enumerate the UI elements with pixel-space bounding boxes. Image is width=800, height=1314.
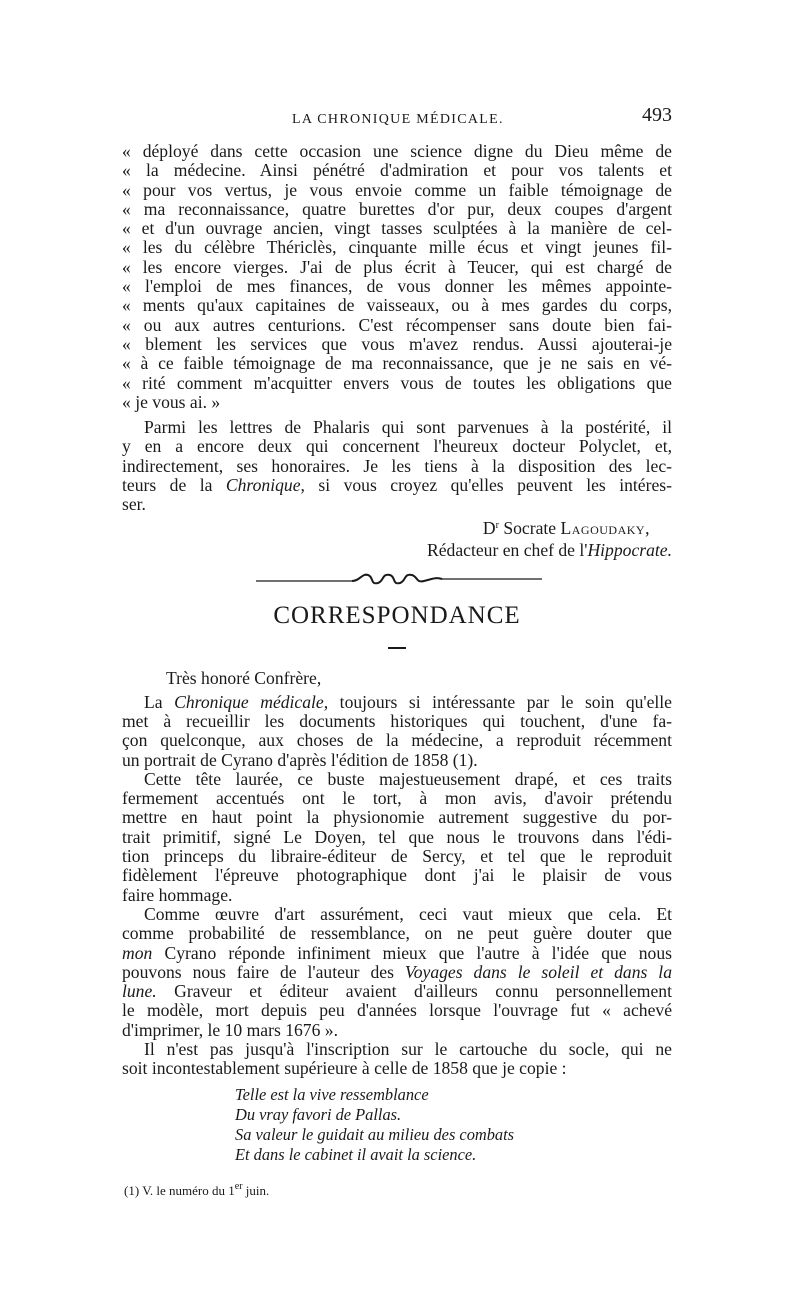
paragraph-line: le modèle, mort depuis peu d'années lorsque l'ouvrage fut « achevé xyxy=(122,1000,672,1021)
paragraph-line: y en a encore deux qui concernent l'heureux docteur Polyclet, et, xyxy=(122,436,672,457)
letter-line: « la médecine. Ainsi pénétré d'admiration et pour vos talents et xyxy=(122,160,672,181)
paragraph-line: indirectement, ses honoraires. Je les tiens à la disposition des lec- xyxy=(122,455,672,476)
letter-line: « ou aux autres centurions. C'est récompenser sans doute bien fai- xyxy=(122,314,672,335)
paragraph-line: mettre en haut point la physionomie autrement suggestive du por- xyxy=(122,807,672,828)
paragraph-line: d'imprimer, le 10 mars 1676 ». xyxy=(122,1019,338,1040)
section-title: CORRESPONDANCE xyxy=(273,601,521,629)
journal-title: Chronique, xyxy=(225,475,305,496)
paragraph-line: tion princeps du libraire-éditeur de Sercy, et tel que le reproduit xyxy=(122,846,672,867)
paragraph-line: çon quelconque, aux choses de la médecine, a reproduit récemment xyxy=(122,730,672,751)
paragraph-line: un portrait de Cyrano d'après l'édition de 1858 (1). xyxy=(122,749,478,770)
paragraph-line: La Chronique médicale, toujours si intéressante par le soin qu'elle xyxy=(144,691,672,712)
paragraph-line: met à recueillir les documents historiques qui touchent, d'une fa- xyxy=(122,710,672,731)
paragraph-line: Parmi les lettres de Phalaris qui sont parvenues à la postérité, il xyxy=(144,417,672,438)
paragraph-line: ser. xyxy=(122,494,146,515)
ornament-divider-icon xyxy=(256,569,542,589)
author-role: Rédacteur en chef de l'Hippocrate. xyxy=(427,539,672,560)
paragraph-4 xyxy=(122,1040,672,1079)
verse-line: Du vray favori de Pallas. xyxy=(235,1104,402,1124)
paragraph-1 xyxy=(122,693,672,770)
letter-greeting: Très honoré Confrère, xyxy=(166,667,322,688)
paragraph-line: mon Cyrano réponde infiniment mieux que l'autre à l'idée que nous xyxy=(122,942,672,963)
letter-line: « ma reconnaissance, quatre burettes d'or pur, deux coupes d'argent xyxy=(122,198,672,219)
letter-line: « et d'un ouvrage ancien, vingt tasses sculptées à la manière de cel- xyxy=(122,218,672,239)
letter-line: « les du célèbre Thériclès, cinquante mille écus et vingt jeunes fil- xyxy=(122,237,672,258)
paragraph-line: faire hommage. xyxy=(122,884,233,905)
verse-inscription xyxy=(122,1085,672,1165)
footnote: (1) V. le numéro du 1er juin. xyxy=(124,1180,270,1198)
paragraph-line: soit incontestablement supérieure à celle de 1858 que je copie : xyxy=(122,1058,567,1079)
page-number: 493 xyxy=(642,104,672,126)
letter-line: « à ce faible témoignage de ma reconnaissance, que je ne sais en vé- xyxy=(122,353,672,374)
letter-line: « rité comment m'acquitter envers vous de toutes les obligations que xyxy=(122,372,672,393)
paragraph-line: fermement accentués ont le tort, à mon avis, d'avoir prétendu xyxy=(122,788,672,809)
paragraph-3 xyxy=(122,905,672,1040)
letter-line: « ments qu'aux capitaines de vaisseaux, ou à mes gardes du corps, xyxy=(122,295,672,316)
paragraph-line: fidèlement l'épreuve photographique dont j'ai le plaisir de vous xyxy=(122,865,672,886)
letter-line: « pour vos vertus, je vous envoie comme un faible témoignage de xyxy=(122,179,672,200)
paragraph-line: Comme œuvre d'art assurément, ceci vaut mieux que cela. Et xyxy=(144,903,672,924)
paragraph-line: pouvons nous faire de l'auteur des Voyages dans le soleil et dans la xyxy=(122,961,672,982)
author-signature: $D^r$ Socrate Lagoudaky, xyxy=(482,517,650,538)
section-ornament xyxy=(122,569,672,595)
running-header xyxy=(122,104,672,134)
paragraph-line: lune. Graveur et éditeur avaient d'ailleurs connu personnellement xyxy=(122,981,672,1002)
page-body xyxy=(122,142,672,1199)
closing-paragraph xyxy=(122,418,672,514)
paragraph-line: teurs de la Chronique, si vous croyez qu'elles peuvent les intéres- xyxy=(122,475,672,496)
quoted-letter xyxy=(122,142,672,412)
verse-line: Sa valeur le guidait au milieu des combats xyxy=(235,1124,515,1144)
letter-line: « blement les services que vous m'avez rendus. Aussi ajouterai-je xyxy=(122,333,672,354)
letter-line: « les encore vierges. J'ai de plus écrit à Teucer, qui est chargé de xyxy=(122,256,672,277)
paragraph-line: trait primitif, signé Le Doyen, tel que nous le trouvons dans l'édi- xyxy=(122,826,672,847)
running-title: LA CHRONIQUE MÉDICALE. xyxy=(292,112,504,127)
verse-line: Telle est la vive ressemblance xyxy=(235,1084,429,1104)
paragraph-line: Il n'est pas jusqu'à l'inscription sur le cartouche du socle, qui ne xyxy=(144,1038,672,1059)
signature-block xyxy=(122,517,672,561)
letter-line: « je vous ai. » xyxy=(122,391,221,412)
title-rule xyxy=(388,647,406,649)
paragraph-line: comme probabilité de ressemblance, on ne peut guère douter que xyxy=(122,923,672,944)
paragraph-2 xyxy=(122,770,672,905)
verse-line: Et dans le cabinet il avait la science. xyxy=(235,1144,477,1164)
letter-line: « déployé dans cette occasion une science digne du Dieu même de xyxy=(122,141,672,161)
letter-line: « l'emploi de mes finances, de vous donner les mêmes appointe- xyxy=(122,276,672,297)
footnote-marker: (1) xyxy=(124,1182,140,1198)
paragraph-line: Cette tête laurée, ce buste majestueusement drapé, et ces traits xyxy=(144,768,672,789)
